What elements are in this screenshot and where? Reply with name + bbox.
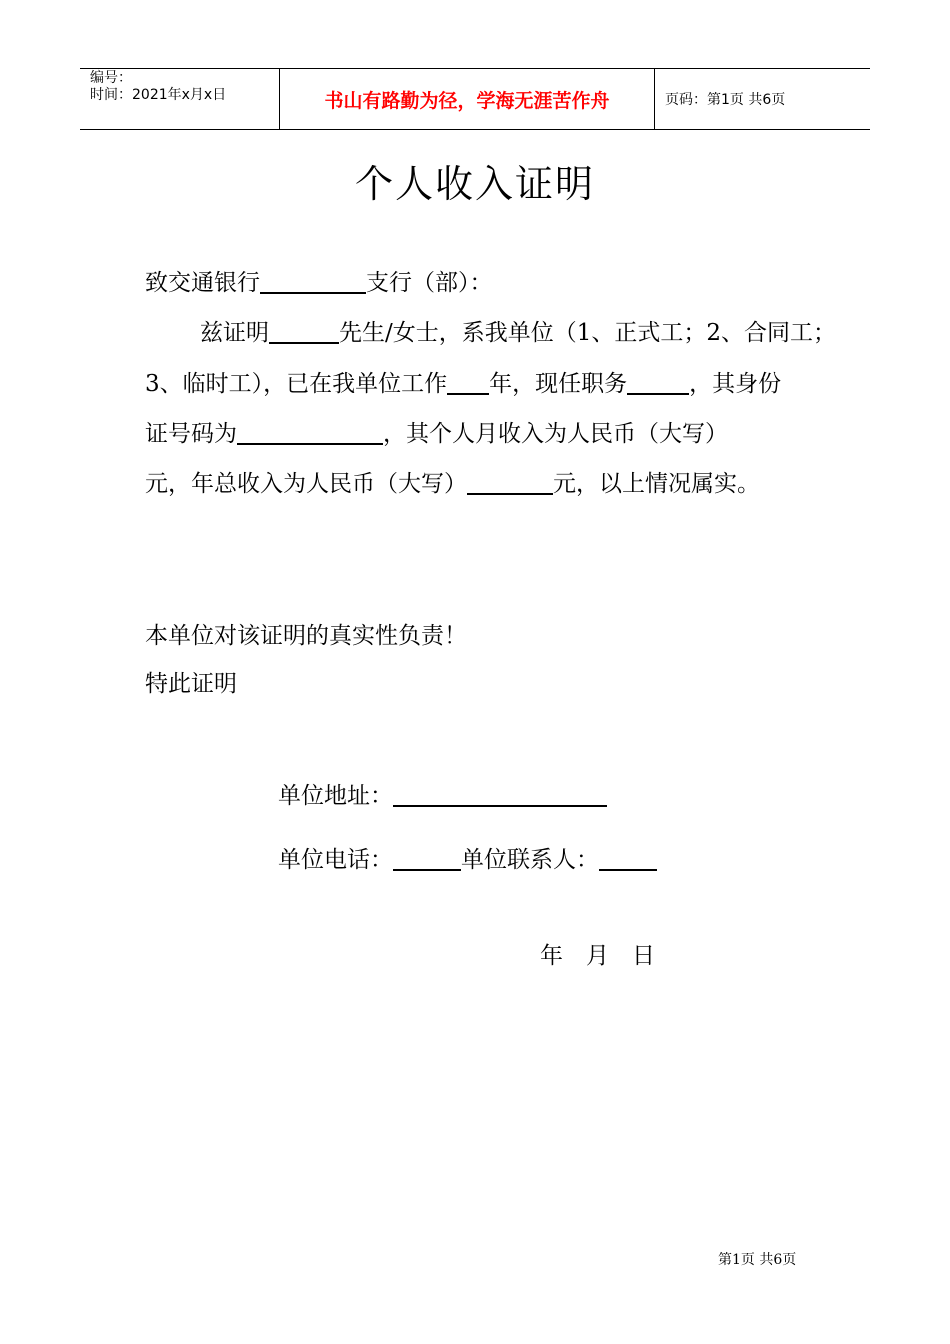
addressee-prefix: 致交通银行 xyxy=(145,270,260,296)
address-blank[interactable] xyxy=(393,783,607,807)
contact-blank[interactable] xyxy=(599,847,657,871)
employment-type-text: 先生/女士，系我单位（1、正式工；2、合同工； xyxy=(339,320,837,346)
address-line xyxy=(278,777,607,810)
footer-page-number: 第1页 共6页 xyxy=(718,1252,797,1268)
responsibility-line: 本单位对该证明的真实性负责！ xyxy=(145,623,467,649)
work-duration-text: 3、临时工），已在我单位工作 xyxy=(145,371,448,397)
position-text: 年，现任职务 xyxy=(489,371,628,397)
body-line-4 xyxy=(145,415,728,448)
phone-contact-line xyxy=(278,841,657,874)
position-blank[interactable] xyxy=(627,371,689,395)
years-blank[interactable] xyxy=(447,371,489,395)
id-prefix-text: ，其身份 xyxy=(689,371,782,397)
number-label: 编号： xyxy=(90,70,132,86)
address-label: 单位地址： xyxy=(278,783,393,809)
hereby-line: 特此证明 xyxy=(145,671,237,697)
page-header xyxy=(80,68,870,130)
monthly-income-text: ，其个人月收入为人民币（大写） xyxy=(383,421,728,447)
id-number-blank[interactable] xyxy=(237,421,383,445)
annual-income-blank[interactable] xyxy=(467,471,553,495)
annual-income-text: 元，年总收入为人民币（大写） xyxy=(145,471,467,497)
contact-label: 单位联系人： xyxy=(461,847,599,873)
phone-label: 单位电话： xyxy=(278,847,393,873)
header-meta xyxy=(80,69,280,129)
phone-blank[interactable] xyxy=(393,847,461,871)
name-blank[interactable] xyxy=(269,320,339,344)
id-number-text: 证号码为 xyxy=(145,421,237,447)
certify-text: 兹证明 xyxy=(200,320,269,346)
addressee-line xyxy=(145,264,493,297)
body-line-5 xyxy=(145,465,760,498)
time-label: 时间：2021年x月x日 xyxy=(90,87,227,103)
document-title: 个人收入证明 xyxy=(354,162,595,206)
addressee-suffix: 支行（部）： xyxy=(366,270,493,296)
body-line-2 xyxy=(200,314,836,347)
date-line: 年 月 日 xyxy=(540,943,655,969)
truth-statement-text: 元，以上情况属实。 xyxy=(553,471,760,497)
branch-blank[interactable] xyxy=(260,270,366,294)
header-motto: 书山有路勤为径，学海无涯苦作舟 xyxy=(280,69,655,129)
body-line-3 xyxy=(145,365,781,398)
header-page-label: 页码：第1页 共6页 xyxy=(665,92,786,108)
